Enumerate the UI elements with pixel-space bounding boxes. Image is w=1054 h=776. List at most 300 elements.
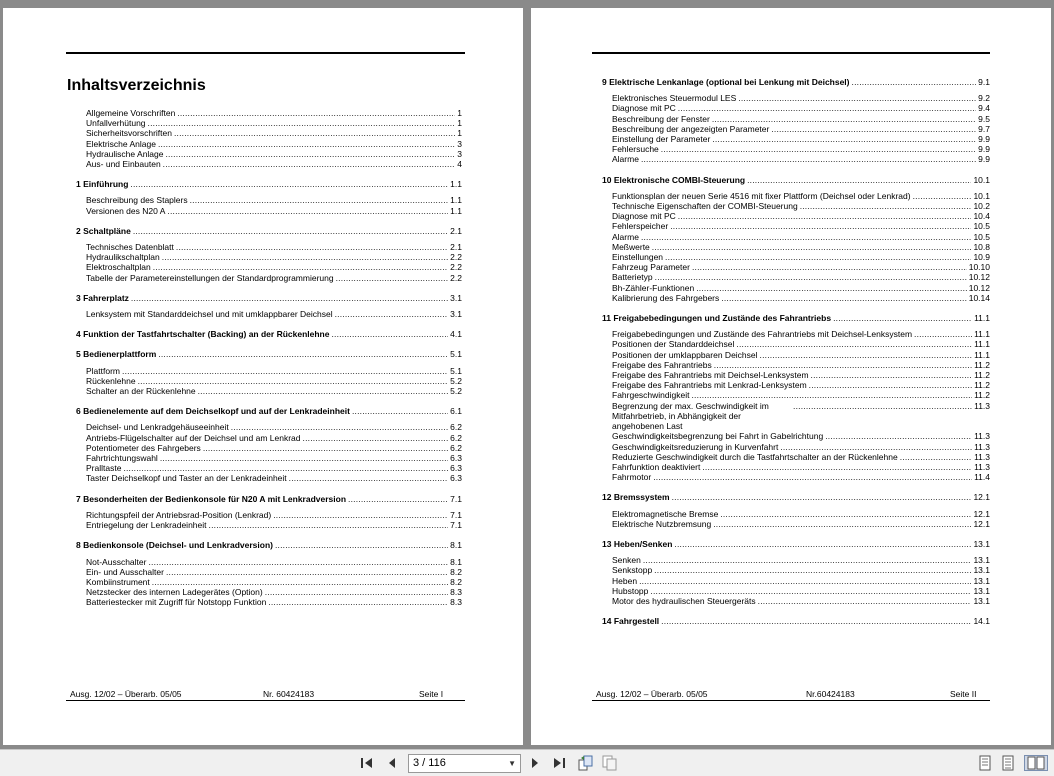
toc-entry-title: Alarme (612, 154, 639, 165)
toc-page-number: 3 (457, 148, 462, 159)
toc-entry-title: 2 Schaltpläne (76, 225, 131, 236)
toc-leader-dots (176, 242, 448, 252)
toc-entry-title: Unfallverhütung (86, 118, 146, 129)
first-page-icon[interactable] (359, 755, 375, 771)
toc-entry[interactable] (602, 350, 990, 360)
toc-leader-dots (133, 226, 448, 236)
toc-entry[interactable] (602, 565, 990, 575)
toc-page-number: 13.1 (973, 595, 990, 606)
toc-entry-title: Bh-Zähler-Funktionen (612, 282, 695, 293)
toc-entry[interactable] (602, 509, 990, 519)
toc-entry[interactable] (76, 577, 462, 587)
toc-entry[interactable] (76, 473, 462, 483)
page-selector[interactable] (408, 754, 521, 773)
toc-entry-title: Technische Eigenschaften der COMBI-Steuerung (612, 201, 798, 212)
toc-entry[interactable] (602, 272, 990, 282)
toc-entry-title: Senkstopp (612, 565, 653, 576)
toc-entry[interactable] (602, 201, 990, 211)
toc-entry-title: 5 Bedienerplattform (76, 349, 157, 360)
toc-entry[interactable] (602, 262, 990, 272)
toc-entry-title: Hydraulikschaltplan (86, 252, 160, 263)
toc-entry-title: Freigabe des Fahrantriebs mit Lenkrad-Lenksystem (612, 380, 807, 391)
toc-page-number: 9.9 (978, 134, 990, 145)
toc-entry-title: Pralltaste (86, 463, 122, 474)
toc-entry-title: Senken (612, 555, 641, 566)
toc-entry-title: Elektrische Nutzbremsung (612, 518, 712, 529)
toc-entry-title: Netzstecker des internen Ladegerätes (Option) (86, 587, 263, 598)
toc-entry[interactable] (76, 273, 462, 283)
toc-entry-title: 8 Bedienkonsole (Deichsel- und Lenkradversion) (76, 540, 273, 551)
footer-page: Seite I (419, 689, 444, 699)
toc-page-number: 5.2 (450, 375, 462, 386)
toc-page-number: 1 (457, 128, 462, 139)
toc-entry-title: Elektromagnetische Bremse (612, 508, 719, 519)
toc-entry[interactable] (76, 422, 462, 432)
document-page-left (3, 8, 523, 745)
toc-entry-title: Lenksystem mit Standarddeichsel und mit umklappbarer Deichsel (86, 309, 333, 320)
toc-entry[interactable] (602, 329, 990, 339)
toc-entry[interactable] (602, 114, 990, 124)
toc-entry-title: Diagnose mit PC (612, 103, 676, 114)
toc-entry[interactable] (76, 376, 462, 386)
toc-entry[interactable] (76, 252, 462, 262)
toc-leader-dots (654, 565, 971, 575)
toc-page-number: 11.2 (974, 359, 990, 370)
toc-page-number: 7.1 (450, 493, 462, 504)
toc-entry[interactable] (602, 242, 990, 252)
toc-leader-dots (641, 154, 976, 164)
toc-chapter-entry[interactable] (76, 494, 462, 504)
toc-entry[interactable] (76, 149, 462, 159)
toc-chapter-entry[interactable] (602, 175, 990, 185)
toc-leader-dots (167, 206, 448, 216)
toc-entry-title: Richtungspfeil der Antriebsrad-Position (Lenkrad) (86, 509, 272, 520)
toc-page-number: 13.1 (973, 538, 990, 549)
toc-leader-dots (162, 252, 448, 262)
toc-leader-dots (335, 309, 449, 319)
toc-leader-dots (148, 557, 448, 567)
toc-page-number: 1 (457, 108, 462, 118)
toc-entry[interactable] (76, 242, 462, 252)
toc-page-number: 6.3 (450, 453, 462, 464)
footer-rule (66, 700, 465, 701)
toc-page-number: 10.5 (973, 221, 990, 232)
toc-page-number: 2.2 (450, 252, 462, 263)
toc-page-number: 10.4 (973, 211, 990, 222)
toc-leader-dots (691, 390, 972, 400)
toc-entry[interactable] (602, 401, 990, 432)
toc-chapter-entry[interactable] (602, 77, 990, 87)
toc-leader-dots (158, 349, 448, 359)
toc-entry[interactable] (602, 154, 990, 164)
toc-entry-title: Fehlersuche (612, 144, 659, 155)
toc-chapter-entry[interactable] (76, 329, 462, 339)
toc-entry[interactable] (76, 262, 462, 272)
toc-chapter-entry[interactable] (76, 226, 462, 236)
toc-entry-title: Fahrfunktion deaktiviert (612, 461, 701, 472)
toc-entry-title: 1 Einführung (76, 179, 129, 190)
toc-entry[interactable] (76, 195, 462, 205)
toc-entry-title: Freigabe des Fahrantriebs mit Deichsel-Lenksystem (612, 370, 809, 381)
footer-edition: Ausg. 12/02 – Überarb. 05/05 (596, 689, 708, 699)
toc-leader-dots (174, 128, 455, 138)
toc-page-number: 6.1 (450, 406, 462, 417)
copy-icon[interactable] (602, 755, 618, 771)
toc-entry-title: Geschwindigkeitsbegrenzung bei Fahrt in Gabelrichtung (612, 431, 824, 442)
toc-entry-title: Hydraulische Anlage (86, 148, 164, 159)
toc-entry-title: Sicherheitsvorschriften (86, 128, 172, 139)
toc-entry-title: Positionen der umklappbaren Deichsel (612, 349, 758, 360)
single-page-view-icon[interactable] (977, 755, 993, 771)
toc-chapter-entry[interactable] (602, 616, 990, 626)
toc-entry[interactable] (76, 510, 462, 520)
page-title: Inhaltsverzeichnis (67, 77, 206, 94)
toc-entry-title: Ein- und Ausschalter (86, 566, 164, 577)
toc-entry[interactable] (602, 124, 990, 134)
toc-entry[interactable] (602, 380, 990, 390)
last-page-icon[interactable] (551, 755, 567, 771)
toc-leader-dots (672, 492, 972, 502)
toc-leader-dots (800, 201, 972, 211)
toc-entry-title: Elektrische Anlage (86, 138, 156, 149)
toc-page-number: 5.2 (450, 386, 462, 397)
toc-entry-title: Meßwerte (612, 241, 650, 252)
toc-leader-dots (714, 360, 972, 370)
toc-leader-dots (352, 406, 448, 416)
toc-leader-dots (720, 509, 971, 519)
toc-page-number: 10.9 (973, 252, 990, 263)
toc-entry-title: Beschreibung der Fenster (612, 113, 710, 124)
toc-page-number: 12.1 (973, 518, 990, 529)
toc-leader-dots (652, 242, 972, 252)
table-of-contents-right (602, 77, 990, 632)
toc-entry[interactable] (602, 360, 990, 370)
toc-page-number: 4 (457, 159, 462, 170)
toc-leader-dots (138, 376, 449, 386)
toc-entry[interactable] (602, 221, 990, 231)
toc-leader-dots (852, 77, 977, 87)
toc-page-number: 6.3 (450, 463, 462, 474)
toc-entry-title: Entriegelung der Lenkradeinheit (86, 520, 207, 531)
toc-entry-title: Batteriestecker mit Zugriff für Notstopp Funktion (86, 597, 267, 608)
toc-page-number: 11.4 (974, 472, 990, 483)
toc-entry[interactable] (602, 252, 990, 262)
toc-page-number: 6.2 (450, 442, 462, 453)
toc-leader-dots (809, 380, 972, 390)
toc-entry-title: 12 Bremssystem (602, 492, 670, 503)
toc-page-number: 13.1 (973, 565, 990, 576)
toc-page-number: 9.1 (978, 77, 990, 87)
toc-page-number: 8.2 (450, 576, 462, 587)
toc-leader-dots (825, 431, 972, 441)
toc-entry[interactable] (602, 596, 990, 606)
toc-leader-dots (198, 386, 449, 396)
toc-entry-title: Positionen der Standarddeichsel (612, 339, 735, 350)
toc-page-number: 4.1 (450, 329, 462, 340)
toc-entry-title: Beschreibung des Staplers (86, 195, 188, 206)
toc-entry-title: 6 Bedienelemente auf dem Deichselkopf und auf der Lenkradeinheit (76, 406, 350, 417)
footer-rule (592, 700, 990, 701)
toc-entry[interactable] (602, 462, 990, 472)
toc-entry-title: Potentiometer des Fahrgebers (86, 442, 201, 453)
toc-entry-title: Fahrtrichtungswahl (86, 453, 158, 464)
toc-page-number: 10.1 (973, 174, 990, 185)
toc-entry[interactable] (602, 103, 990, 113)
toc-page-number: 9.4 (978, 103, 990, 114)
toc-leader-dots (122, 366, 448, 376)
toc-entry-title: Fahrgeschwindigkeit (612, 390, 690, 401)
toc-entry-title: Motor des hydraulischen Steuergeräts (612, 595, 756, 606)
toc-chapter-entry[interactable] (76, 179, 462, 189)
toc-leader-dots (736, 339, 972, 349)
toc-leader-dots (209, 520, 449, 530)
toc-leader-dots (655, 272, 967, 282)
toc-entry-title: Reduzierte Geschwindigkeit durch die Tastfahrtschalter an der Rückenlehne (612, 451, 898, 462)
toc-leader-dots (273, 510, 448, 520)
toc-leader-dots (166, 567, 448, 577)
toc-page-number: 2.2 (450, 262, 462, 273)
toc-entry[interactable] (76, 453, 462, 463)
toc-leader-dots (678, 211, 972, 221)
toc-page-number: 11.3 (974, 461, 990, 472)
toc-entry-title: Fahrmotor (612, 472, 652, 483)
toc-leader-dots (712, 114, 976, 124)
footer-number: Nr.60424183 (806, 689, 855, 699)
toc-chapter-entry[interactable] (76, 293, 462, 303)
toc-page-number: 9.9 (978, 154, 990, 165)
toc-page-number: 3.1 (450, 292, 462, 303)
toc-entry[interactable] (602, 191, 990, 201)
toc-page-number: 8.2 (450, 566, 462, 577)
toc-leader-dots (692, 262, 967, 272)
toc-entry[interactable] (602, 211, 990, 221)
toc-page-number: 10.12 (968, 272, 990, 283)
toc-entry-title: Geschwindigkeitsreduzierung in Kurvenfahrt (612, 441, 779, 452)
toc-entry[interactable] (602, 370, 990, 380)
chevron-down-icon: ▼ (508, 759, 516, 768)
toc-entry[interactable] (76, 139, 462, 149)
toc-leader-dots (696, 283, 967, 293)
toc-page-number: 11.3 (974, 431, 990, 442)
toc-leader-dots (166, 149, 456, 159)
toc-entry[interactable] (602, 555, 990, 565)
page-indicator: 3 / 116 (413, 757, 446, 769)
toc-leader-dots (639, 576, 971, 586)
toc-entry[interactable] (602, 576, 990, 586)
toc-entry[interactable] (76, 433, 462, 443)
toc-leader-dots (674, 539, 971, 549)
toc-leader-dots (665, 252, 971, 262)
toc-page-number: 10.2 (973, 201, 990, 212)
toc-page-number: 13.1 (973, 585, 990, 596)
toc-entry[interactable] (602, 283, 990, 293)
toc-entry[interactable] (76, 128, 462, 138)
toc-leader-dots (231, 422, 448, 432)
toc-leader-dots (643, 555, 972, 565)
previous-page-icon[interactable] (384, 755, 400, 771)
toc-page-number: 11.3 (974, 400, 991, 411)
toc-leader-dots (793, 401, 972, 411)
toc-page-number: 9.7 (978, 123, 990, 134)
toc-entry[interactable] (602, 93, 990, 103)
toc-page-number: 2.2 (450, 272, 462, 283)
toc-entry-title: Schalter an der Rückenlehne (86, 386, 196, 397)
toc-leader-dots (289, 473, 449, 483)
rotate-icon[interactable] (578, 755, 594, 771)
toc-entry[interactable] (76, 206, 462, 216)
toc-entry[interactable] (602, 232, 990, 242)
toc-page-number: 11.1 (974, 339, 990, 350)
toc-entry[interactable] (602, 339, 990, 349)
toc-entry-title: Diagnose mit PC (612, 211, 676, 222)
toc-entry-title: 14 Fahrgestell (602, 616, 660, 627)
toc-entry-title: 3 Fahrerplatz (76, 292, 129, 303)
toc-page-number: 12.1 (973, 508, 990, 519)
toc-leader-dots (203, 443, 448, 453)
toc-entry-title: 10 Elektronische COMBI-Steuerung (602, 174, 746, 185)
toc-leader-dots (148, 118, 456, 128)
next-page-icon[interactable] (527, 755, 543, 771)
toc-entry[interactable] (76, 309, 462, 319)
toc-entry[interactable] (602, 586, 990, 596)
header-rule (592, 52, 990, 54)
toc-entry-title: Alarme (612, 231, 639, 242)
toc-leader-dots (130, 179, 448, 189)
toc-page-number: 10.8 (973, 241, 990, 252)
toc-leader-dots (303, 433, 449, 443)
toc-leader-dots (914, 329, 972, 339)
toc-leader-dots (811, 370, 973, 380)
toc-entry[interactable] (76, 463, 462, 473)
toc-leader-dots (650, 586, 971, 596)
toc-leader-dots (177, 108, 455, 118)
toc-entry-title: Freigabe des Fahrantriebs (612, 359, 712, 370)
toc-leader-dots (336, 273, 449, 283)
toc-leader-dots (123, 463, 448, 473)
toc-leader-dots (152, 577, 448, 587)
toc-leader-dots (780, 442, 972, 452)
toc-page-number: 11.1 (974, 349, 990, 360)
toc-entry-title: Not-Ausschalter (86, 556, 147, 567)
toc-entry[interactable] (76, 597, 462, 607)
toc-page-number: 8.3 (450, 597, 462, 608)
toc-leader-dots (900, 452, 972, 462)
toc-entry-title: Plattform (86, 365, 121, 376)
toc-entry-title: Beschreibung der angezeigten Parameter (612, 123, 770, 134)
toc-page-number: 3.1 (450, 309, 462, 320)
toc-entry[interactable] (602, 472, 990, 482)
toc-page-number: 11.3 (974, 441, 990, 452)
toc-leader-dots (163, 159, 456, 169)
toc-entry[interactable] (602, 134, 990, 144)
toc-entry[interactable] (76, 159, 462, 169)
toc-entry-title: Heben (612, 575, 638, 586)
toc-page-number: 2.1 (450, 225, 462, 236)
toc-page-number: 11.3 (974, 451, 990, 462)
toc-entry-title: 11 Freigabebedingungen und Zustände des Fahrantriebs (602, 313, 832, 324)
toc-entry-title: Elektroschaltplan (86, 262, 151, 273)
toc-entry[interactable] (602, 293, 990, 303)
toc-page-number: 11.1 (974, 329, 990, 340)
toc-page-number: 10.5 (973, 231, 990, 242)
toc-entry-title: Allgemeine Vorschriften (86, 108, 176, 118)
toc-entry[interactable] (76, 443, 462, 453)
toc-entry[interactable] (76, 587, 462, 597)
table-of-contents-left (76, 108, 462, 608)
two-page-view-icon[interactable] (1000, 755, 1016, 771)
toc-leader-dots (160, 453, 448, 463)
toc-entry[interactable] (76, 557, 462, 567)
toc-chapter-entry[interactable] (76, 540, 462, 550)
toc-leader-dots (747, 175, 971, 185)
toc-entry-title: Funktionsplan der neuen Serie 4516 mit fixer Plattform (Deichsel oder Lenkrad) (612, 190, 911, 201)
toc-page-number: 6.2 (450, 432, 462, 443)
toc-leader-dots (268, 597, 448, 607)
toc-entry[interactable] (76, 386, 462, 396)
toc-entry[interactable] (602, 452, 990, 462)
toc-leader-dots (661, 616, 971, 626)
toc-chapter-entry[interactable] (76, 349, 462, 359)
toc-leader-dots (913, 191, 972, 201)
toc-entry-title: Freigabebedingungen und Zustände des Fahrantriebs mit Deichsel-Lenksystem (612, 329, 913, 340)
toc-entry[interactable] (76, 118, 462, 128)
toc-leader-dots (653, 472, 972, 482)
toc-page-number: 5.1 (450, 349, 462, 360)
toc-chapter-entry[interactable] (76, 406, 462, 416)
toc-entry[interactable] (76, 108, 462, 118)
header-rule (66, 52, 465, 54)
toc-page-number: 1.1 (450, 179, 462, 190)
toc-leader-dots (158, 139, 455, 149)
toc-page-number: 1.1 (450, 205, 462, 216)
toc-chapter-entry[interactable] (602, 539, 990, 549)
toc-page-number: 14.1 (973, 616, 990, 627)
toc-leader-dots (348, 494, 448, 504)
toc-page-number: 8.3 (450, 587, 462, 598)
footer-edition: Ausg. 12/02 – Überarb. 05/05 (70, 689, 182, 699)
viewer-toolbar (0, 749, 1054, 776)
toc-entry[interactable] (76, 366, 462, 376)
toc-entry-title: Kalibrierung des Fahrgebers (612, 292, 720, 303)
toc-page-number: 10.12 (968, 282, 990, 293)
toc-entry-title: Fahrzeug Parameter (612, 262, 690, 273)
toc-leader-dots (265, 587, 448, 597)
toc-chapter-entry[interactable] (602, 492, 990, 502)
toc-page-number: 11.2 (974, 390, 990, 401)
toc-page-number: 11.2 (974, 380, 990, 391)
toc-entry-title: Elektronisches Steuermodul LES (612, 93, 737, 104)
toc-entry[interactable] (602, 390, 990, 400)
facing-pages-view-icon[interactable] (1024, 755, 1048, 771)
toc-page-number: 12.1 (973, 492, 990, 503)
toc-entry[interactable] (602, 431, 990, 441)
toc-leader-dots (131, 293, 448, 303)
toc-entry[interactable] (76, 567, 462, 577)
toc-page-number: 7.1 (450, 509, 462, 520)
toc-entry[interactable] (76, 520, 462, 530)
toc-page-number: 9.9 (978, 144, 990, 155)
toc-page-number: 7.1 (450, 520, 462, 531)
footer-page: Seite II (950, 689, 977, 699)
toc-page-number: 3 (457, 138, 462, 149)
toc-entry[interactable] (602, 144, 990, 154)
toc-leader-dots (758, 596, 972, 606)
toc-page-number: 1.1 (450, 195, 462, 206)
toc-chapter-entry[interactable] (602, 313, 990, 323)
toc-entry-title: Aus- und Einbauten (86, 159, 161, 170)
toc-entry[interactable] (602, 519, 990, 529)
toc-entry[interactable] (602, 442, 990, 452)
